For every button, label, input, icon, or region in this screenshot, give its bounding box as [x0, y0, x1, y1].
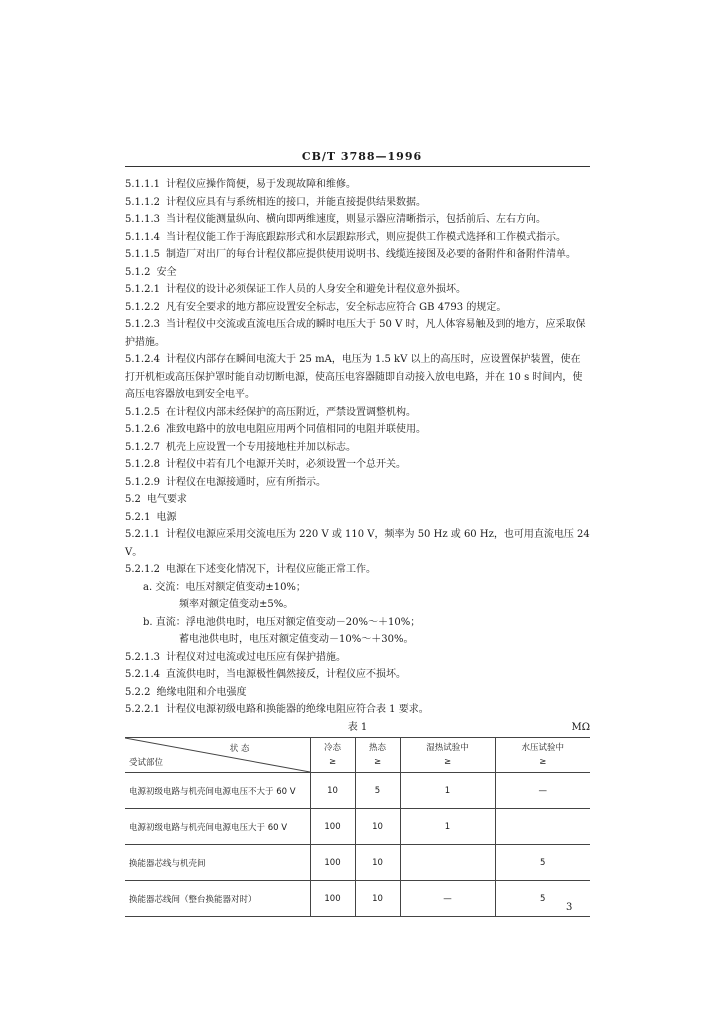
paragraph: 5.2.1.1 计程仪电源应采用交流电压为 220 V 或 110 V，频率为 50 Hz 或 60 Hz，也可用直流电压 24 V。 — [125, 529, 590, 558]
column-header: 热态 ≥ — [355, 738, 400, 773]
table-cell: 1 — [400, 773, 495, 809]
paragraph: 5.1.2.9 计程仪在电源接通时，应有所指示。 — [125, 476, 326, 488]
paragraph: 5.2.1.3 计程仪对过电流或过电压应有保护措施。 — [125, 651, 346, 663]
list-item-continuation: 频率对额定值变动±5%。 — [179, 599, 294, 610]
table-caption: 表 1 — [347, 721, 368, 733]
section-heading: 5.2.1 电源 — [125, 511, 177, 523]
paragraph: 5.2.1.4 直流供电时，当电源极性偶然接反，计程仪应不损坏。 — [125, 669, 406, 680]
row-label: 换能器芯线间（整台换能器对时） — [125, 881, 310, 917]
table-cell: 10 — [355, 809, 400, 845]
section-heading: 5.2 电气要求 — [125, 494, 187, 505]
column-header: 冷态 ≥ — [310, 738, 355, 773]
table-cell: — — [495, 773, 590, 809]
table-unit: MΩ — [571, 721, 590, 733]
paragraph: 5.1.2.4 计程仪内部存在瞬间电流大于 25 mA，电压为 1.5 kV 以上的高压时，应设置保护装置，使在打开机柜或高压保护罩时能自动切断电源，使高压电容器随即自动接入放电电路，并在 10 s 时间内，使高压电容器放电到安全电平。 — [125, 354, 583, 400]
standard-header: CB/T 3788—1996 — [301, 150, 423, 163]
paragraph: 5.1.1.5 制造厂对出厂的每台计程仪都应提供使用说明书、线缆连接图及必要的备附件和备附件清单。 — [125, 249, 576, 260]
table-header-row — [125, 738, 590, 773]
section-heading: 5.2.2 绝缘电阻和介电强度 — [125, 686, 247, 698]
table-row — [125, 881, 590, 917]
section-heading: 5.1.2 安全 — [125, 266, 177, 278]
document-body — [125, 176, 590, 737]
table-row — [125, 773, 590, 809]
paragraph: 5.1.2.3 当计程仪中交流或直流电压合成的瞬时电压大于 50 V 时，凡人体容易触及到的地方，应采取保护措施。 — [125, 319, 586, 348]
table-corner-cell — [125, 738, 310, 773]
table-cell: 10 — [355, 845, 400, 881]
page-number: 3 — [566, 902, 573, 913]
header-rule — [125, 166, 590, 167]
row-label: 电源初级电路与机壳间电源电压不大于 60 V — [125, 773, 310, 809]
table-cell — [495, 809, 590, 845]
corner-top-label: 状 态 — [229, 744, 250, 754]
column-header: 湿热试验中 ≥ — [400, 738, 495, 773]
paragraph: 5.2.1.2 电源在下述变化情况下，计程仪应能正常工作。 — [125, 564, 376, 575]
paragraph: 5.2.2.1 计程仪电源初级电路和换能器的绝缘电阻应符合表 1 要求。 — [125, 704, 429, 715]
table-cell: 100 — [310, 845, 355, 881]
table-cell: 5 — [495, 881, 590, 917]
list-item-continuation: 蓄电池供电时，电压对额定值变动－10%～＋30%。 — [179, 634, 414, 645]
table-cell — [400, 845, 495, 881]
table-row — [125, 845, 590, 881]
table-cell: 10 — [355, 881, 400, 917]
table-cell: 10 — [310, 773, 355, 809]
paragraph: 5.1.2.5 在计程仪内部未经保护的高压附近，严禁设置调整机构。 — [125, 406, 416, 418]
insulation-resistance-table — [125, 737, 590, 917]
paragraph: 5.1.1.4 当计程仪能工作于海底跟踪形式和水层跟踪形式，则应提供工作模式选择和工作模式指示。 — [125, 231, 566, 243]
paragraph: 5.1.2.2 凡有安全要求的地方都应设置安全标志，安全标志应符合 GB 4793 的规定。 — [125, 301, 507, 313]
table-cell: 100 — [310, 881, 355, 917]
table-cell: 5 — [495, 845, 590, 881]
row-label: 电源初级电路与机壳间电源电压大于 60 V — [125, 809, 310, 845]
paragraph: 5.1.1.2 计程仪应具有与系统相连的接口，并能直接提供结果数据。 — [125, 196, 426, 208]
table-row — [125, 809, 590, 845]
paragraph: 5.1.2.1 计程仪的设计必须保证工作人员的人身安全和避免计程仪意外损坏。 — [125, 284, 466, 295]
table-cell: — — [400, 881, 495, 917]
list-item: a. 交流：电压对额定值变动±10%； — [143, 581, 306, 593]
corner-bottom-label: 受试部位 — [129, 758, 164, 768]
paragraph: 5.1.1.1 计程仪应操作简便，易于发现故障和维修。 — [125, 179, 356, 190]
column-header: 水压试验中 ≥ — [495, 738, 590, 773]
paragraph: 5.1.2.6 准致电路中的放电电阻应用两个同值相同的电阻并联使用。 — [125, 424, 426, 435]
table-cell: 5 — [355, 773, 400, 809]
table-cell: 1 — [400, 809, 495, 845]
paragraph: 5.1.2.7 机壳上应设置一个专用接地柱并加以标志。 — [125, 441, 356, 453]
table-cell: 100 — [310, 809, 355, 845]
paragraph: 5.1.1.3 当计程仪能测量纵向、横向即两维速度，则显示器应清晰指示，包括前后、左右方向。 — [125, 214, 546, 225]
paragraph: 5.1.2.8 计程仪中若有几个电源开关时，必须设置一个总开关。 — [125, 459, 406, 470]
list-item: b. 直流：浮电池供电时，电压对额定值变动－20%～＋10%； — [143, 616, 421, 628]
table-caption-row — [125, 719, 590, 737]
row-label: 换能器芯线与机壳间 — [125, 845, 310, 881]
